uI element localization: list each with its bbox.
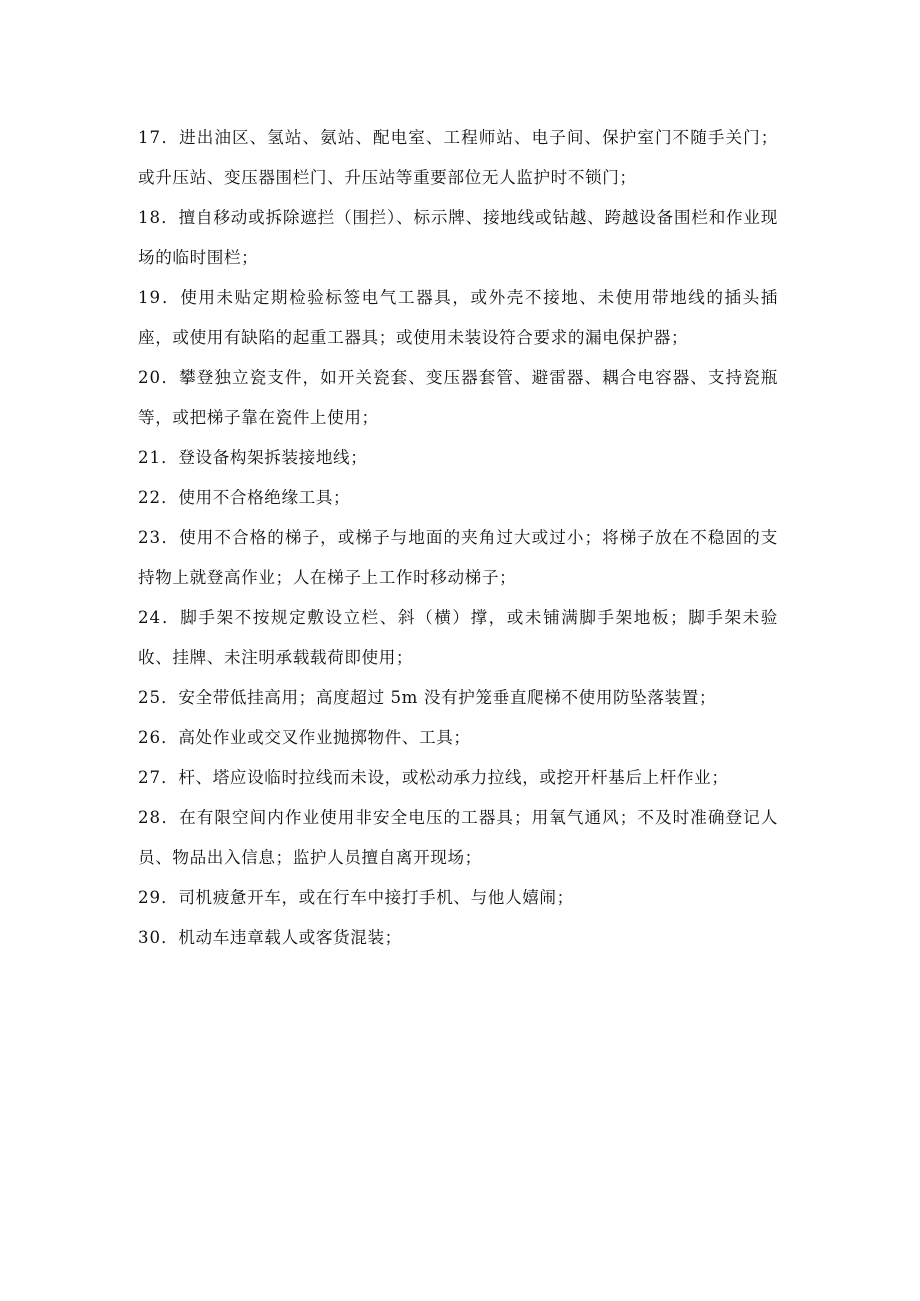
item-text: ．杆、塔应设临时拉线而未设，或松动承力拉线，或挖开杆基后上杆作业； (161, 768, 729, 787)
list-item (138, 358, 778, 438)
item-text: ．攀登独立瓷支件，如开关瓷套、变压器套管、避雷器、耦合电容器、支持瓷瓶等，或把梯子靠在瓷件上使用； (138, 368, 778, 427)
item-text: ．高处作业或交叉作业抛掷物件、工具； (161, 728, 471, 747)
item-text: ．司机疲惫开车，或在行车中接打手机、与他人嬉闹； (161, 888, 574, 907)
list-item (138, 118, 778, 198)
item-number: 30 (138, 928, 162, 947)
list-item (138, 918, 778, 958)
item-text: ．机动车违章载人或客货混装； (161, 928, 402, 947)
item-number: 17 (138, 128, 162, 147)
list-item (138, 878, 778, 918)
list-item (138, 718, 778, 758)
item-number: 18 (138, 208, 162, 227)
item-text: ．登设备构架拆装接地线； (161, 448, 368, 467)
list-item (138, 438, 778, 478)
list-item (138, 798, 778, 878)
list-item (138, 198, 778, 278)
list-item (138, 478, 778, 518)
item-number: 19 (138, 288, 162, 307)
rules-list (138, 118, 778, 958)
item-number: 25 (138, 688, 162, 707)
item-number: 24 (138, 608, 162, 627)
item-text: ．安全带低挂高用；高度超过 5m 没有护笼垂直爬梯不使用防坠落装置； (161, 688, 717, 707)
list-item (138, 678, 778, 718)
item-number: 27 (138, 768, 162, 787)
item-number: 23 (138, 528, 162, 547)
item-text: ．擅自移动或拆除遮拦（围拦）、标示牌、接地线或钻越、跨越设备围栏和作业现场的临时围栏； (138, 208, 778, 267)
item-number: 28 (138, 808, 162, 827)
item-number: 21 (138, 448, 162, 467)
list-item (138, 598, 778, 678)
item-text: ．脚手架不按规定敷设立栏、斜（横）撑，或未铺满脚手架地板；脚手架未验收、挂牌、未注明承载载荷即使用； (138, 608, 778, 667)
item-text: ．使用未贴定期检验标签电气工器具，或外壳不接地、未使用带地线的插头插座，或使用有缺陷的起重工器具；或使用未装设符合要求的漏电保护器； (138, 288, 778, 347)
list-item (138, 758, 778, 798)
item-text: ．使用不合格的梯子，或梯子与地面的夹角过大或过小；将梯子放在不稳固的支持物上就登高作业；人在梯子上工作时移动梯子； (138, 528, 778, 587)
item-text: ．使用不合格绝缘工具； (161, 488, 351, 507)
item-text: ．在有限空间内作业使用非安全电压的工器具；用氧气通风；不及时准确登记人员、物品出入信息；监护人员擅自离开现场； (138, 808, 778, 867)
item-number: 29 (138, 888, 162, 907)
item-number: 22 (138, 488, 162, 507)
list-item (138, 278, 778, 358)
item-text: ．进出油区、氢站、氨站、配电室、工程师站、电子间、保护室门不随手关门；或升压站、变压器围栏门、升压站等重要部位无人监护时不锁门； (138, 128, 778, 187)
item-number: 20 (138, 368, 162, 387)
item-number: 26 (138, 728, 162, 747)
list-item (138, 518, 778, 598)
